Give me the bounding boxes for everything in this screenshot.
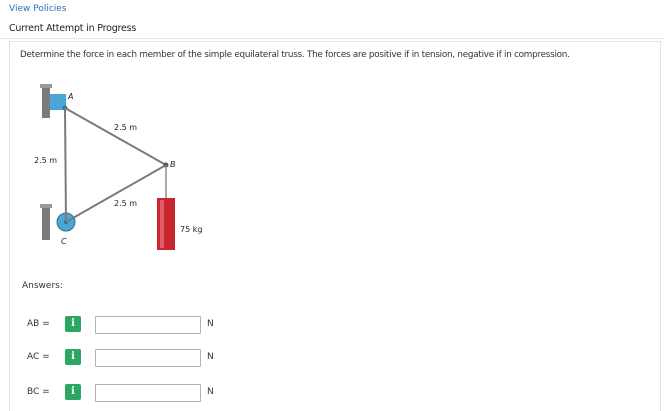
dim-ac: 2.5 m [34,156,58,165]
unit-ab: N [207,319,214,329]
answer-row-ac [0,346,664,368]
answer-input-bc[interactable] [95,384,201,402]
info-icon[interactable]: i [65,384,81,400]
label-a: A [68,92,74,101]
answer-name-bc: BC = [27,387,50,397]
member-bc [66,165,166,222]
answer-name-ac: AC = [27,352,50,362]
answers-label: Answers: [22,281,63,291]
attempt-status: Current Attempt in Progress [9,23,137,34]
answer-row-ab [0,313,664,335]
unit-bc: N [207,387,214,397]
mass-block [157,198,175,250]
truss-figure [26,80,226,260]
answer-row-bc [0,381,664,403]
mass-highlight [160,200,164,248]
member-ab [65,108,166,165]
info-icon[interactable]: i [65,316,81,332]
info-icon[interactable]: i [65,349,81,365]
header-divider [0,38,664,39]
unit-ac: N [207,352,214,362]
wall-c-cap [40,204,52,208]
answer-input-ab[interactable] [95,316,201,334]
wall-a [42,88,50,118]
wall-c [42,208,50,240]
label-b: B [170,160,176,169]
answer-input-ac[interactable] [95,349,201,367]
view-policies-link[interactable]: View Policies [9,4,67,14]
question-text: Determine the force in each member of the simple equilateral truss. The forces are positive if in tension, negative if in compression. [20,50,570,60]
load-label: 75 kg [180,225,203,234]
dim-ab: 2.5 m [114,123,138,132]
wall-a-cap [40,84,52,88]
answer-name-ab: AB = [27,319,50,329]
label-c: C [61,237,67,246]
dim-bc: 2.5 m [114,199,138,208]
member-ac [65,108,66,222]
